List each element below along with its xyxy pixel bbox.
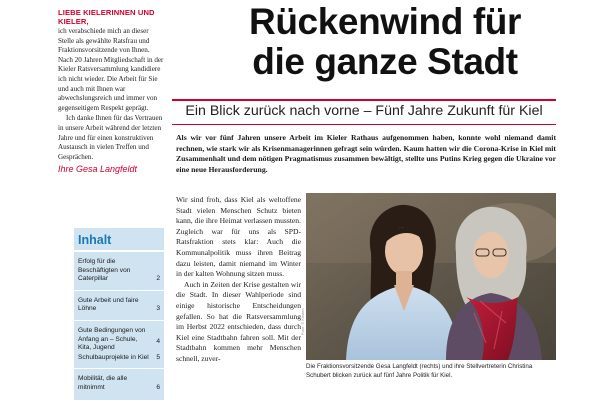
photo-caption: Die Fraktionsvorsitzende Gesa Langfeldt (rechts) und ihre Stellvertreterin Christina Schubert blicken zurück auf fünf Jahre Politik für Kiel. <box>306 363 533 379</box>
toc-item[interactable] <box>74 321 164 353</box>
body-paragraph: Auch in Zeiten der Krise gestalten wir die Stadt. In dieser Wahlperiode sind einige historische Entscheidungen gefallen. So hat die Ratsversammlung im Herbst 2022 entschieden, dass durch Kiel eine Stadtbahn fahren soll. Mit der Stadtbahn kommen mehr Menschen schnell, zuver- <box>176 279 301 363</box>
headline-line-1: Rückenwind für <box>249 1 521 42</box>
headline-line-2: die ganze Stadt <box>252 41 518 82</box>
toc-item-label: Gute Arbeit und faire Löhne <box>78 296 139 313</box>
toc-item-page: 5 <box>156 353 160 361</box>
toc-item-page: 4 <box>156 338 160 346</box>
portrait-photo <box>306 193 556 360</box>
toc-item-page: 3 <box>156 305 160 313</box>
toc-item-label: Mobilität, die alle mitnimmt <box>78 375 128 391</box>
article-body <box>176 195 301 365</box>
toc-item-label: Erfolg für die Beschäftigten von Caterpillar <box>78 258 131 283</box>
toc-item[interactable] <box>74 291 164 321</box>
toc-item-page: 2 <box>156 275 160 283</box>
toc-item-label: Gute Bedingungen von Anfang an – Schule, Kita, Jugend <box>78 326 146 352</box>
subheadline: Ein Blick zurück nach vorne – Fünf Jahre Zukunft für Kiel <box>185 103 543 119</box>
toc-item-label: Schulbauprojekte in Kiel <box>78 353 149 361</box>
subhead-rule-bottom <box>172 124 556 125</box>
letter-paragraph: Ich danke Ihnen für das Vertrauen in unsere Arbeit während der letzten Jahre und für einen konstruktiven Austausch in vielen Treffen und Gesprächen. <box>58 114 163 161</box>
letter-signature: Ihre Gesa Langfeldt <box>58 164 138 175</box>
toc-item[interactable] <box>74 369 164 398</box>
body-paragraph: Wir sind froh, dass Kiel als weltoffene Stadt vielen Menschen Schutz bieten kann, die ihre Heimat verlassen mussten. Zugleich war für uns als SPD-Ratsfraktion stets klar: Auch die Kommunalpolitik muss ihren Beitrag dazu leisten, damit niemand im Winter in der kalten Wohnung sitzen muss. <box>176 195 301 279</box>
photo-credit: Foto: © Kirsten <box>300 308 305 335</box>
table-of-contents <box>74 228 164 400</box>
subhead-rule-top <box>172 99 556 101</box>
letter-paragraph: ich verabschiede mich an dieser Stelle als gewählte Ratsfrau und Fraktionsvorsitzende von Ihnen. Nach 20 Jahren Mitgliedschaft in der Kieler Ratsversammlung kandidiere ich nicht wieder. Die Arbeit für Sie und auch mit Ihnen war abwechslungsreich und immer von gegenseitigem Respekt geprägt. <box>58 27 164 112</box>
letter-heading: LIEBE KIELERINNEN UND KIELER, <box>58 8 155 26</box>
lead-paragraph: Als wir vor fünf Jahren unsere Arbeit im Kieler Rathaus aufgenommen haben, konnte wohl niemand damit rechnen, wie stark wir als Krisenmanagerinnen gefragt sein würden. Kaum hatten wir die Corona-Krise in Kiel mit Zusammenhalt und dem nötigen Pragmatismus zusammen bewältigt, stellte uns Putins Krieg gegen die Ukraine vor eine neue Herausforderung. <box>176 133 556 174</box>
photo-illustration <box>306 193 556 360</box>
toc-item[interactable] <box>74 353 164 370</box>
toc-item[interactable] <box>74 252 164 291</box>
toc-title: Inhalt <box>74 228 164 252</box>
farewell-letter <box>58 8 164 176</box>
toc-item-page: 6 <box>156 383 160 391</box>
page-headline <box>170 2 600 82</box>
